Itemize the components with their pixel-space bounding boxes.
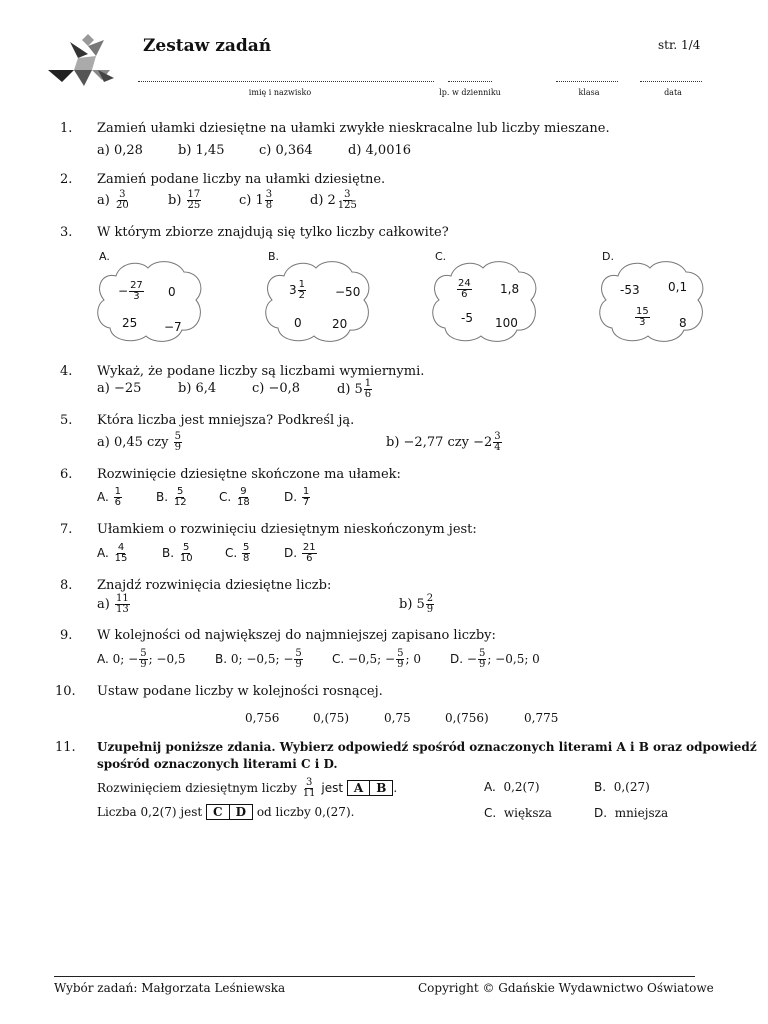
- q11-sentence-2: Liczba 0,2(7) jest C D od liczby 0,(27).: [97, 805, 355, 819]
- q11-box-b[interactable]: B: [370, 780, 393, 796]
- q11-option-a: A. 0,2(7): [484, 780, 540, 794]
- q2-number: 2.: [60, 172, 73, 187]
- q9-option-c: C. −0,5; − $\frac{5}{9}$ ; 0: [332, 648, 421, 670]
- q11-option-b: B. 0,(27): [594, 780, 650, 794]
- q2-option-d: d) 2 $\frac{3}{125}$: [310, 189, 357, 211]
- q1-number: 1.: [60, 121, 73, 136]
- q3-a-value-2: 0: [168, 285, 176, 299]
- q3-b-value-2: −50: [335, 285, 361, 299]
- q3-c-value-3: -5: [461, 311, 473, 325]
- q4-option-d: d) 5 $\frac{1}{6}$: [337, 378, 372, 400]
- q9-option-d: D. − $\frac{5}{9}$ ; −0,5; 0: [450, 648, 540, 670]
- footer-author: Wybór zadań: Małgorzata Leśniewska: [54, 981, 286, 995]
- q3-number: 3.: [60, 225, 73, 240]
- q10-value-1: 0,756: [245, 711, 280, 725]
- q5-option-b: b) −2,77 czy −2 $\frac{3}{4}$: [386, 431, 501, 453]
- q9-option-a: A. 0; − $\frac{5}{9}$ ; −0,5: [97, 648, 186, 670]
- q3-text: W którym zbiorze znajdują się tylko liczby całkowite?: [97, 225, 449, 240]
- q2-option-c: c) 1 $\frac{3}{8}$: [239, 189, 273, 211]
- q7-option-b: B. $\frac{5}{10}$: [162, 542, 193, 564]
- q8-option-a: a) $\frac{11}{13}$: [97, 593, 129, 615]
- q7-option-a: A. $\frac{4}{15}$: [97, 542, 128, 564]
- q1-option-d: d) 4,0016: [348, 143, 412, 158]
- q6-option-a: A. $\frac{1}{6}$: [97, 486, 122, 508]
- footer-copyright: Copyright © Gdańskie Wydawnictwo Oświatowe: [418, 981, 714, 995]
- q3-c-value-2: 1,8: [500, 282, 520, 296]
- class-field-label: klasa: [578, 88, 600, 97]
- q10-value-5: 0,775: [524, 711, 559, 725]
- q3-c-value-4: 100: [495, 316, 518, 330]
- q4-text: Wykaż, że podane liczby są liczbami wymiernymi.: [97, 364, 425, 379]
- q11-instruction-line-1: Uzupełnij poniższe zdania. Wybierz odpowiedź spośród oznaczonych literami A i B oraz odpowiedź: [97, 740, 757, 754]
- q3-label-c: C.: [435, 250, 447, 263]
- q11-option-c: C. większa: [484, 806, 552, 820]
- footer-divider: [54, 976, 695, 977]
- q1-option-b: b) 1,45: [178, 143, 225, 158]
- q3-d-value-1: -53: [620, 283, 640, 297]
- class-number-field-label: lp. w dzienniku: [439, 88, 501, 97]
- q3-a-value-3: 25: [122, 316, 138, 330]
- q3-a-value-4: −7: [164, 320, 182, 334]
- q11-number: 11.: [55, 740, 76, 755]
- q11-sentence-1: Rozwinięciem dziesiętnym liczby $\frac{3}{11}$ jest A B .: [97, 777, 398, 799]
- q6-option-b: B. $\frac{5}{12}$: [156, 486, 187, 508]
- q3-b-value-4: 20: [332, 317, 348, 331]
- q11-box-d[interactable]: D: [230, 804, 253, 820]
- q4-number: 4.: [60, 364, 73, 379]
- q1-text: Zamień ułamki dziesiętne na ułamki zwykłe nieskracalne lub liczby mieszane.: [97, 121, 610, 136]
- q7-option-c: C. $\frac{5}{8}$: [225, 542, 250, 564]
- q3-c-value-1: $\frac{24}{6}$: [458, 278, 471, 300]
- q3-a-value-1: − $\frac{27}{3}$: [118, 280, 143, 302]
- q10-value-2: 0,(75): [313, 711, 350, 725]
- q2-option-b: b) $\frac{17}{25}$: [168, 189, 201, 211]
- q11-box-c[interactable]: C: [206, 804, 230, 820]
- q4-option-a: a) −25: [97, 381, 142, 396]
- date-field-line: [640, 80, 702, 82]
- q1-option-c: c) 0,364: [259, 143, 313, 158]
- q7-option-d: D. $\frac{21}{6}$: [284, 542, 316, 564]
- q5-option-a: a) 0,45 czy $\frac{5}{9}$: [97, 431, 182, 453]
- q3-set-a-cloud: [96, 258, 206, 344]
- q9-number: 9.: [60, 628, 73, 643]
- name-field-label: imię i nazwisko: [248, 88, 312, 97]
- page-number: str. 1/4: [658, 38, 701, 52]
- class-number-field-line: [448, 80, 492, 82]
- q11-instruction-line-2: spośród oznaczonych literami C i D.: [97, 757, 338, 771]
- q11-box-a[interactable]: A: [347, 780, 370, 796]
- q8-number: 8.: [60, 578, 73, 593]
- q3-set-d-cloud: [598, 258, 708, 344]
- q10-value-3: 0,75: [384, 711, 411, 725]
- q7-text: Ułamkiem o rozwinięciu dziesiętnym nieskończonym jest:: [97, 522, 477, 537]
- q8-option-b: b) 5 $\frac{2}{9}$: [399, 593, 434, 615]
- q8-text: Znajdź rozwinięcia dziesiętne liczb:: [97, 578, 332, 593]
- q10-text: Ustaw podane liczby w kolejności rosnącej.: [97, 684, 383, 699]
- q6-option-c: C. $\frac{9}{18}$: [219, 486, 250, 508]
- page-title: Zestaw zadań: [143, 36, 272, 56]
- q5-text: Która liczba jest mniejsza? Podkreśl ją.: [97, 413, 355, 428]
- q9-option-b: B. 0; −0,5; − $\frac{5}{9}$: [215, 648, 302, 670]
- class-field-line: [556, 80, 618, 82]
- q3-b-value-3: 0: [294, 316, 302, 330]
- date-field-label: data: [664, 88, 682, 97]
- q6-option-d: D. $\frac{1}{7}$: [284, 486, 310, 508]
- q3-d-value-2: 0,1: [668, 280, 688, 294]
- q7-number: 7.: [60, 522, 73, 537]
- q2-option-a: a) $\frac{3}{20}$: [97, 189, 129, 211]
- q11-option-d: D. mniejsza: [594, 806, 669, 820]
- q3-label-d: D.: [602, 250, 614, 263]
- q5-number: 5.: [60, 413, 73, 428]
- q6-text: Rozwinięcie dziesiętne skończone ma ułamek:: [97, 467, 401, 482]
- q3-set-b-cloud: [264, 258, 374, 344]
- q10-number: 10.: [55, 684, 76, 699]
- q10-value-4: 0,(756): [445, 711, 489, 725]
- q1-option-a: a) 0,28: [97, 143, 143, 158]
- q3-d-value-3: $\frac{15}{3}$: [636, 306, 649, 328]
- q3-label-b: B.: [268, 250, 280, 263]
- q3-b-value-1: 3 $\frac{1}{2}$: [289, 279, 306, 301]
- q3-set-c-cloud: [431, 258, 541, 344]
- q4-option-c: c) −0,8: [252, 381, 301, 396]
- q3-label-a: A.: [99, 250, 110, 263]
- q3-d-value-4: 8: [679, 316, 687, 330]
- publisher-logo: [48, 34, 114, 88]
- name-field-line: [138, 80, 434, 82]
- q9-text: W kolejności od największej do najmniejszej zapisano liczby:: [97, 628, 496, 643]
- q6-number: 6.: [60, 467, 73, 482]
- q2-text: Zamień podane liczby na ułamki dziesiętne.: [97, 172, 386, 187]
- q4-option-b: b) 6,4: [178, 381, 217, 396]
